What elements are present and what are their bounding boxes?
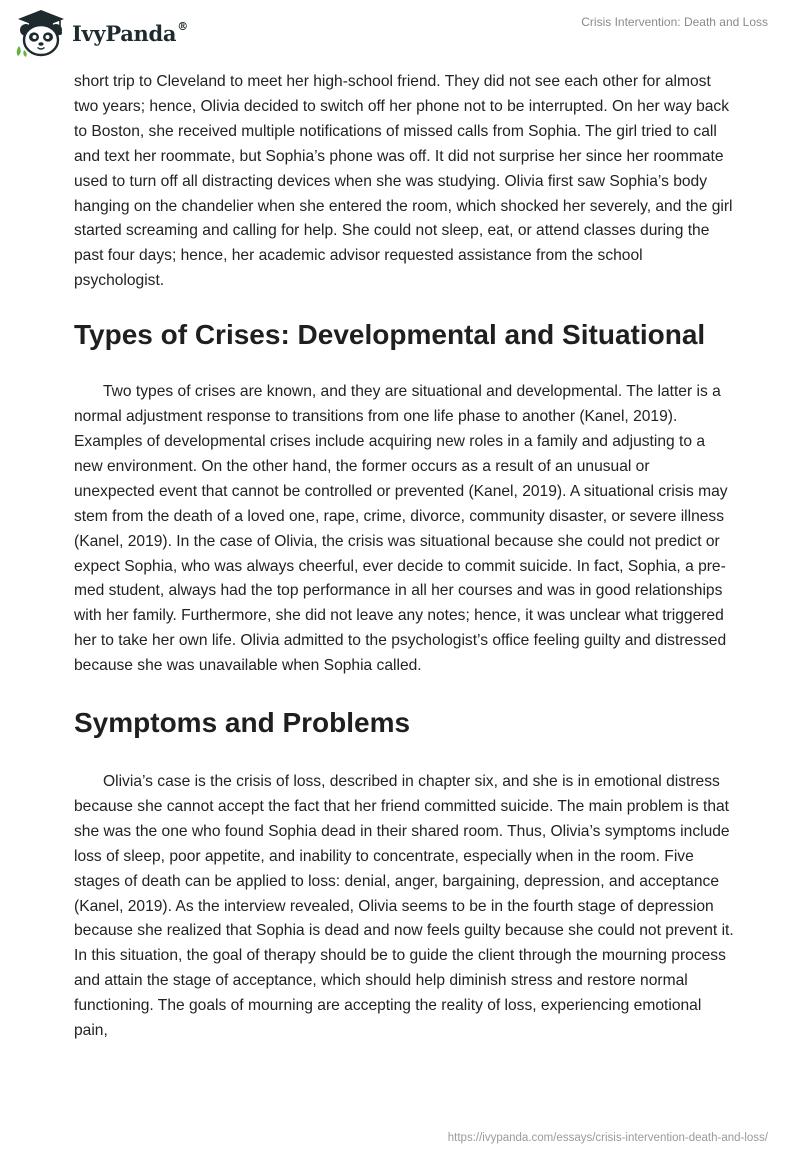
logo-wordmark: IvyPanda® xyxy=(72,19,188,46)
page-header xyxy=(0,0,800,70)
intro-paragraph: short trip to Cleveland to meet her high-school friend. They did not see each other for almost two years; hence, Olivia decided to switch off her phone not to be interrupted. On her way back to Boston, she received multiple notifications of missed calls from Sophia. The girl tried to call and text her roommate, but Sophia’s phone was off. It did not surprise her since her roommate used to turn off all distracting devices when she was studying. Olivia first saw Sophia’s body hanging on the chandelier when she entered the room, which shocked her severely, and the girl started screaming and calling for help. She could not sleep, eat, or attend classes during the past four days; hence, her academic advisor requested assistance from the school psychologist. xyxy=(74,73,733,290)
trademark-symbol: ® xyxy=(177,19,188,33)
essay-body xyxy=(74,70,734,1044)
ivypanda-logo[interactable] xyxy=(14,8,188,58)
symptoms-paragraph: Olivia’s case is the crisis of loss, described in chapter six, and she is in emotional distress because she cannot accept the fact that her friend committed suicide. The main problem is that she was the one who found Sophia dead in their shared room. Thus, Olivia’s symptoms include loss of sleep, poor appetite, and inability to concentrate, especially when in the room. Five stages of death can be applied to loss: denial, anger, bargaining, depression, and acceptance (Kanel, 2019). As the interview revealed, Olivia seems to be in the fourth stage of depression because she realized that Sophia is dead and now feels guilty because she could not prevent it. In this situation, the goal of therapy should be to guide the client through the mourning process and attain the stage of acceptance, which should help diminish stress and restore normal functioning. The goals of mourning are accepting the reality of loss, experiencing emotional pain, xyxy=(74,773,734,1040)
section-heading-types-of-crises: Types of Crises: Developmental and Situational xyxy=(74,319,706,351)
types-of-crises-paragraph: Two types of crises are known, and they are situational and developmental. The latter is a normal adjustment response to transitions from one life phase to another (Kanel, 2019). Examples of developmental crises include acquiring new roles in a family and adjusting to a new environment. On the other hand, the former occurs as a result of an unusual or unexpected event that cannot be controlled or prevented (Kanel, 2019). A situational crisis may stem from the death of a loved one, rape, crime, divorce, community disaster, or severe illness (Kanel, 2019). In the case of Olivia, the crisis was situational because she could not predict or expect Sophia, who was always cheerful, ever decide to commit suicide. In fact, Sophia, a pre-med student, always had the top performance in all her courses and was in good relationships with her family. Furthermore, she did not leave any notes; hence, it was unclear what triggered her to take her own life. Olivia admitted to the psychologist’s office feeling guilty and distressed because she was unavailable when Sophia called. xyxy=(74,383,728,675)
section-heading-symptoms: Symptoms and Problems xyxy=(74,707,411,739)
panda-graduate-icon xyxy=(14,8,68,58)
running-title: Crisis Intervention: Death and Loss xyxy=(581,15,768,29)
source-url-link[interactable]: https://ivypanda.com/essays/crisis-intervention-death-and-loss/ xyxy=(447,1132,768,1144)
